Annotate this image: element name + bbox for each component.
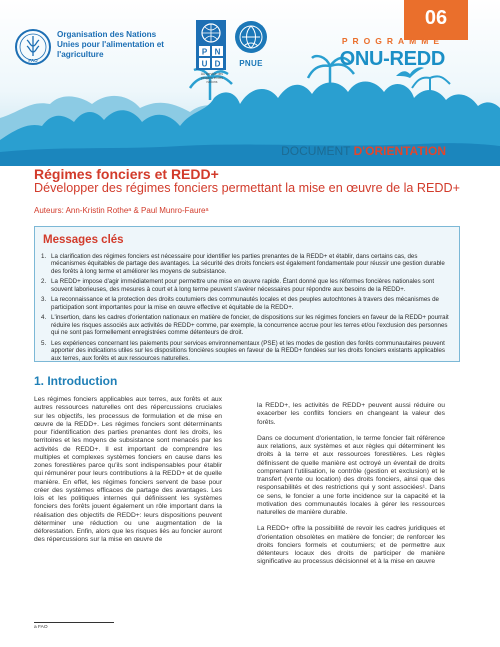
key-message-text: La REDD+ impose d'agir immédiatement pour permettre une mise en œuvre rapide. Étant donné que les réformes foncières nationales sont souvent laborieuses, des mesures à court et à long terme peuvent s'avérer nécessaires pour répondre aux besoins de la REDD+. — [51, 278, 435, 293]
key-message-item — [41, 296, 453, 311]
body-paragraph: Dans ce document d'orientation, le terme foncier fait référence aux relations, aux systèmes et aux règles qui déterminent les droits à la terre et aux ressources forestières. Les règles définissent de quelle manière est octroyé un éventail de droits comprenant l'utilisation, le contrôle (gestion et exclusion) et le transfert (vente ou location) des droits fonciers, ainsi que des responsabilités et des restrictions qui y sont associées¹. Dans ce sens, le foncier a une forte incidence sur la capacité et la motivation des communautés locales à gérer les ressources naturelles de manière durable. — [257, 434, 445, 516]
header-banner — [0, 0, 500, 166]
document-type-suffix: D'ORIENTATION — [353, 144, 446, 158]
pnue-logo — [234, 20, 268, 58]
authors-line: Auteurs: Ann-Kristin Rotheᵃ & Paul Munro-Faureᵃ — [34, 206, 209, 215]
key-message-text: La clarification des régimes fonciers est nécessaire pour identifier les parties prenantes de la REDD+ et établir, dans certains cas, des mécanismes équitables de partage des avantages. La sécurité des droits fonciers est également fondamentale pour réussir une gestion durable des forêts à long terme et améliorer les moyens de subsistance. — [51, 253, 445, 275]
key-messages-list — [41, 253, 453, 365]
body-column-right — [257, 402, 445, 575]
document-title: Régimes fonciers et REDD+ — [34, 166, 219, 182]
key-message-item — [41, 253, 453, 275]
document-subtitle: Développer des régimes fonciers permettant la mise en œuvre de la REDD+ — [34, 181, 460, 195]
fao-logo — [14, 28, 52, 66]
fao-org-name: Organisation des Nations Unies pour l'alimentation et l'agriculture — [57, 30, 165, 59]
key-message-number: 2. — [41, 278, 47, 286]
fao-logo-text: FAO — [28, 58, 38, 63]
key-messages-box — [34, 226, 460, 362]
issue-number-badge: 06 — [404, 0, 468, 40]
svg-text:P: P — [201, 47, 208, 57]
section-title-introduction: 1. Introduction — [34, 374, 118, 388]
key-message-item — [41, 340, 453, 362]
key-message-number: 1. — [41, 253, 47, 260]
body-paragraph: La REDD+ offre la possibilité de revoir les cadres juridiques et d'orientation obsolètes en matière de foncier; de renforcer les droits fonciers formels et coutumiers; et de permettre aux détenteurs locaux des droits de participer de manière significative au processus décisionnel et à la mise en œuvre — [257, 525, 445, 566]
body-paragraph: Les régimes fonciers applicables aux terres, aux forêts et aux autres ressources naturelles ont des répercussions cruciales sur les objectifs, les processus de formulation et de mise en œuvre de la REDD+. Les régimes fonciers sont déterminants pour l'identification des parties prenantes dont les droits, les territoires et les moyens de subsistance sont menacés par les activités de REDD+. Il est important de comprendre les multiples et complexes systèmes fonciers en cause dans les zones forestières parce qu'ils sont indispensables pour établir qui rémunérer pour leurs contributions à la REDD+ et de quelle manière. En effet, les régimes fonciers servent de base pour créer des systèmes efficaces de partage des avantages. Les lois et les politiques internes qui définissent les systèmes fonciers des forêts jouent également un rôle important dans la réalisation des objectifs de REDD+: leurs dispositions peuvent déterminer une réduction ou une augmentation de la déforestation. Enfin, alors que les risques liés au foncier auront des répercussions sur la mise en œuvre de — [34, 396, 222, 544]
undp-logo — [196, 20, 226, 70]
svg-text:D: D — [214, 59, 221, 69]
pnue-label: PNUE — [239, 59, 263, 68]
key-message-number: 3. — [41, 296, 47, 304]
key-message-text: La reconnaissance et la protection des droits coutumiers des communautés locales et des peuples autochtones à travers des mécanismes de participation sont importantes pour la mise en œuvre effective et équitable de la REDD+. — [51, 296, 439, 311]
svg-text:N: N — [214, 47, 221, 57]
key-messages-title: Messages clés — [43, 234, 124, 246]
document-type-prefix: DOCUMENT — [281, 144, 351, 158]
programme-label: PROGRAMME — [341, 36, 444, 46]
key-message-text: L'insertion, dans les cadres d'orientation nationaux en matière de foncier, de dispositions sur les régimes fonciers en faveur de la REDD+ pourrait réduire les risques associés aux activités de REDD+ comme, par exemple, la concurrence accrue pour les terres et/ou l'exclusion des personnes qui ne sont pas formellement enregistrées comme détenteurs de droit. — [51, 314, 449, 337]
footnote-divider — [34, 622, 114, 623]
key-message-text: Les expériences concernant les paiements pour services environnementaux (PSE) et les modes de gestion des forêts communautaires peuvent apporter des indications utiles sur les dispositions foncières souples en faveur de la REDD+ fondées sur les droits fonciers existants applicables aux terres, aux forêts et aux ressources naturelles. — [51, 339, 445, 362]
programme-name: ONU-REDD — [339, 48, 445, 70]
key-message-item — [41, 278, 453, 293]
key-message-number: 5. — [41, 339, 47, 347]
key-message-number: 4. — [41, 314, 47, 322]
undp-subtitle: Au service des peuples et des nations — [200, 72, 224, 85]
footnote: a FAO — [34, 625, 48, 630]
body-column-left — [34, 396, 222, 553]
body-paragraph: la REDD+, les activités de REDD+ peuvent aussi réduire ou exacerber les conflits fonciers en changeant la valeur des forêts. — [257, 402, 445, 426]
key-message-item — [41, 314, 453, 336]
svg-text:U: U — [201, 59, 208, 69]
document-type — [238, 144, 446, 158]
